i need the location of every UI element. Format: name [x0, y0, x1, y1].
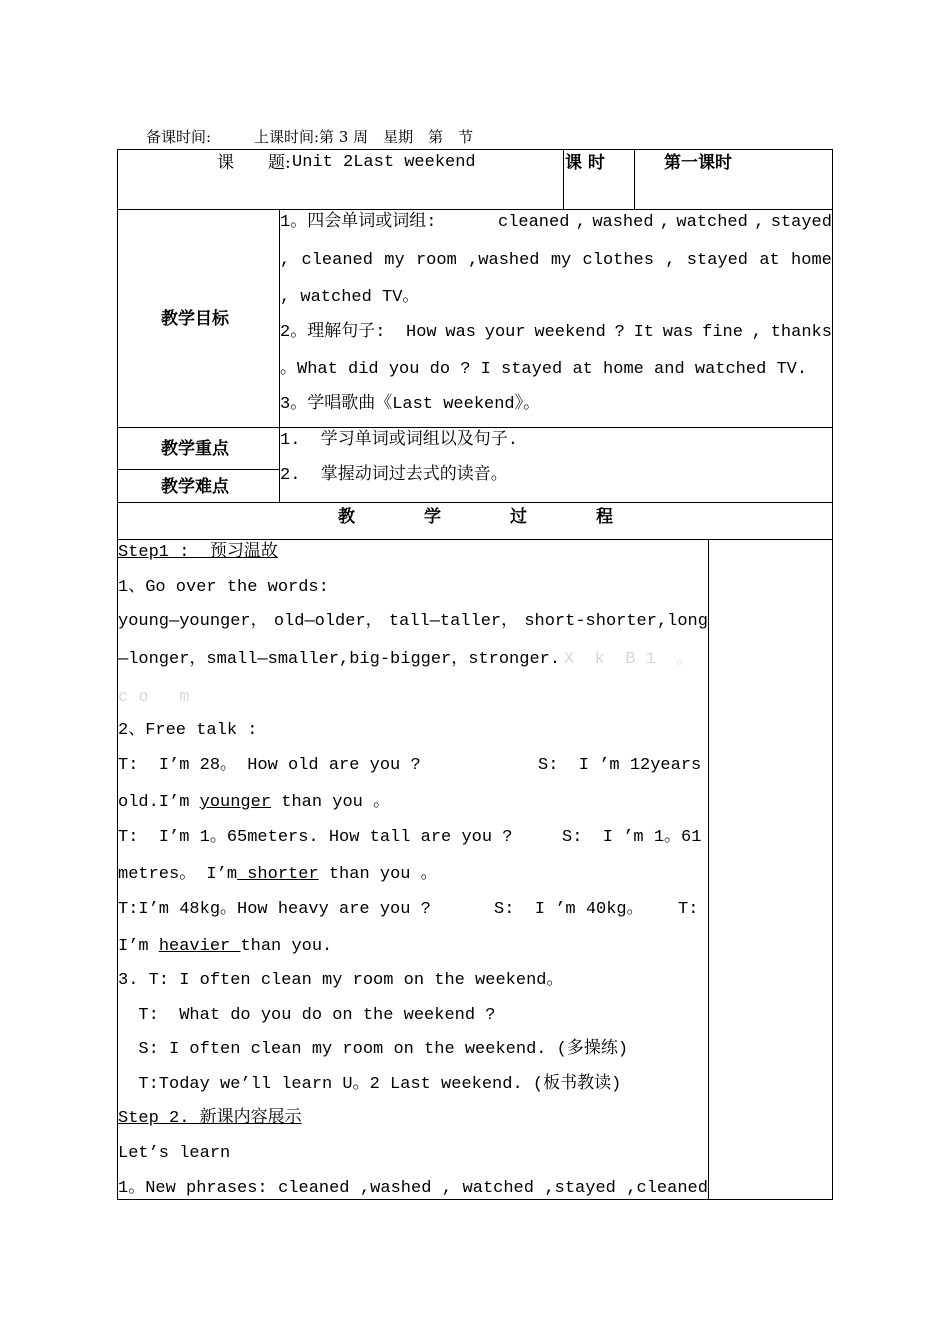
word: stayed [686, 251, 749, 270]
underlined-word: heavier [158, 937, 241, 956]
word: ,washed [468, 251, 540, 270]
word: your [484, 323, 526, 342]
word: room [415, 251, 457, 270]
step3-line-4: T:Today we’ll learn U。2 Last weekend. (板书教读) [118, 1075, 622, 1094]
process-heading-char: 过 [510, 507, 527, 527]
objectives-line-3: , watched TV。 [280, 288, 420, 307]
key-points-text: 1. 学习单词或词组以及句子. [280, 431, 519, 450]
word: washed [592, 213, 654, 232]
dialogue-line-4 [118, 865, 438, 885]
underlined-word: younger [199, 793, 272, 812]
word: my [384, 251, 405, 270]
word: , [280, 251, 291, 270]
text: than you 。 [318, 865, 438, 884]
word: cleaned [301, 251, 373, 270]
word: , [754, 213, 765, 232]
difficulties-label: 教学难点 [161, 477, 229, 497]
word: weekend [534, 323, 606, 342]
phrase: , [441, 1179, 453, 1198]
word: home [791, 251, 832, 270]
prep-time-label: 备课时间: [146, 128, 212, 146]
word: How [406, 323, 437, 342]
dialogue-student-5: S: I ’m 40kg。 [494, 900, 644, 919]
word: watched [676, 213, 748, 232]
difficulties-text: 2. 掌握动词过去式的读音。 [280, 466, 508, 485]
objectives-line-6: 3。学唱歌曲《Last weekend》。 [280, 395, 541, 414]
text: metres。 I’m [118, 865, 238, 884]
topic-label: 课 题: [217, 153, 291, 173]
free-talk-label: 2、Free talk : [118, 721, 258, 740]
word-list-line-1 [118, 612, 708, 632]
text: than you 。 [271, 793, 391, 812]
class-time-label: 上课时间:第 3 周 星期 第 节 [254, 128, 474, 146]
word: my [550, 251, 572, 270]
process-heading-char: 学 [424, 507, 441, 527]
phrase: 1。New phrases: [118, 1179, 268, 1198]
new-phrases-line [118, 1179, 708, 1199]
step3-line-3: S: I often clean my room on the weekend. (多操练) [118, 1040, 629, 1059]
process-heading-char: 程 [596, 507, 613, 527]
word: was [662, 323, 694, 342]
word-pair: young—younger， [118, 612, 268, 631]
step1-title: Step1 : 预习温故 [118, 543, 278, 562]
phrase: watched [462, 1179, 534, 1198]
objectives-line-2 [280, 251, 832, 271]
text: old.I’m [118, 793, 200, 812]
word: It [633, 323, 654, 342]
word: fine [702, 323, 743, 342]
watermark-text-2: c o m [118, 688, 190, 707]
dialogue-teacher-5: T:I’m 48kg。How heavy are you ? [118, 900, 431, 919]
text: I’m [118, 937, 159, 956]
phrase: cleaned [278, 1179, 350, 1198]
word: was [445, 323, 476, 342]
phrase: ,stayed [544, 1179, 616, 1198]
text: than you. [240, 937, 333, 956]
lets-learn-label: Let’s learn [118, 1144, 231, 1163]
period-label: 课 时 [565, 153, 605, 173]
word: ? [614, 323, 625, 342]
word: , [575, 213, 586, 232]
process-heading-char: 教 [338, 507, 355, 527]
dialogue-teacher-1: T: I’m 28。 How old are you ? [118, 756, 421, 775]
step3-line-1: 3. T: I often clean my room on the weekend。 [118, 971, 564, 990]
dialogue-teacher-5b: T: [678, 900, 699, 919]
objectives-line-4-cn: 2。理解句子: [280, 323, 386, 342]
key-points-label: 教学重点 [161, 439, 229, 459]
underlined-word: shorter [237, 865, 319, 884]
word: at [759, 251, 780, 270]
word: , [751, 323, 762, 342]
objectives-word-list-1 [498, 213, 832, 233]
objectives-line-1-cn: 1。四会单词或词组: [280, 213, 437, 232]
dialogue-student-3: S: I ’m 1。61 [562, 828, 702, 847]
phrase: ,washed [359, 1179, 432, 1198]
dialogue-teacher-3: T: I’m 1。65meters. How tall are you ? [118, 828, 513, 847]
word: , [659, 213, 671, 232]
word: , [665, 251, 676, 270]
word: cleaned [498, 213, 570, 232]
go-over-words: 1、Go over the words: [118, 578, 329, 597]
objectives-line-5: 。What did you do ? I stayed at home and watched TV. [280, 360, 808, 379]
step3-line-2: T: What do you do on the weekend ? [118, 1006, 496, 1025]
step2-title: Step 2. 新课内容展示 [118, 1109, 302, 1128]
word-pair: tall—taller， [388, 612, 519, 631]
word: clothes [582, 251, 654, 270]
period-value: 第一课时 [664, 153, 732, 173]
word-list-line-2: —longer，small—smaller,big-bigger，stronger. [118, 650, 561, 669]
dialogue-line-6 [118, 937, 332, 957]
phrase: ,cleaned [626, 1179, 708, 1198]
dialogue-student-1: S: I ’m 12years [538, 756, 702, 775]
objectives-label: 教学目标 [161, 309, 229, 329]
word-pair: short-shorter,long [524, 612, 708, 631]
word: thanks [770, 323, 832, 342]
dialogue-line-2 [118, 793, 390, 813]
word: stayed [770, 213, 832, 232]
word-pair: old—older， [273, 612, 383, 631]
objectives-sentence-4 [406, 323, 832, 343]
topic-title: Unit 2Last weekend [292, 153, 476, 172]
watermark-text-1: X k B 1 。 [564, 650, 694, 669]
